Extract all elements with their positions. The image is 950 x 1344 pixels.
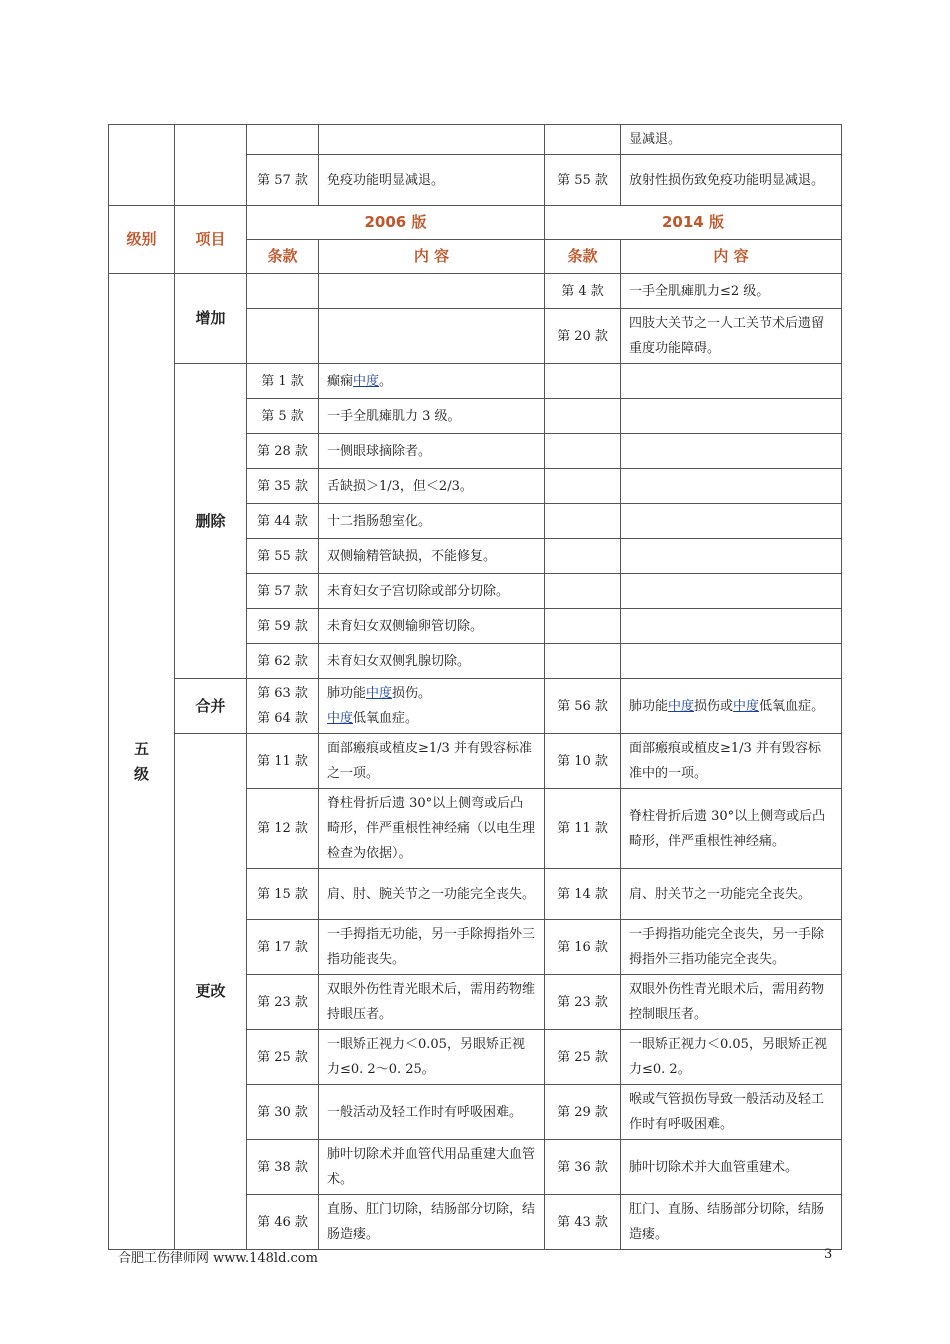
clause-cell: 第 55 款 (545, 155, 621, 206)
content-cell: 肛门、直肠、结肠部分切除，结肠造瘘。 (621, 1195, 842, 1250)
page-number: 3 (824, 1247, 833, 1262)
clause-cell: 第 25 款 (247, 1030, 319, 1085)
clause-cell: 第 1 款 (247, 364, 319, 399)
content-cell: 双眼外伤性青光眼术后，需用药物控制眼压者。 (621, 975, 842, 1030)
clause-cell: 第 11 款 (247, 734, 319, 789)
content-cell: 未育妇女双侧输卵管切除。 (319, 609, 545, 644)
footer-site-name: 合肥工伤律师网 www.148ld.com (118, 1251, 318, 1266)
clause-cell: 第 10 款 (545, 734, 621, 789)
clause-cell: 第 36 款 (545, 1140, 621, 1195)
content-cell: 肺功能中度损伤或中度低氧血症。 (621, 679, 842, 734)
content-cell: 一手全肌瘫肌力 3 级。 (319, 399, 545, 434)
content-cell: 肺叶切除术并大血管重建术。 (621, 1140, 842, 1195)
item-cell-empty (175, 125, 247, 206)
header-2006-version: 2006 版 (247, 206, 545, 240)
clause-cell: 第 46 款 (247, 1195, 319, 1250)
content-cell: 双眼外伤性青光眼术后，需用药物维持眼压者。 (319, 975, 545, 1030)
content-cell: 一眼矫正视力＜0.05，另眼矫正视力≤0. 2。 (621, 1030, 842, 1085)
group-change-label: 更改 (175, 734, 247, 1250)
table-row (109, 364, 842, 399)
content-cell: 十二指肠憩室化。 (319, 504, 545, 539)
content-cell: 放射性损伤致免疫功能明显减退。 (621, 155, 842, 206)
clause-cell: 第 55 款 (247, 539, 319, 574)
clause-cell: 第 14 款 (545, 869, 621, 920)
content-cell: 一般活动及轻工作时有呼吸困难。 (319, 1085, 545, 1140)
header-content-2014: 内 容 (621, 240, 842, 274)
content-cell: 癫痫中度。 (319, 364, 545, 399)
content-cell: 面部瘢痕或植皮≥1/3 并有毁容标准中的一项。 (621, 734, 842, 789)
clause-cell: 第 12 款 (247, 789, 319, 869)
group-merge-label: 合并 (175, 679, 247, 734)
header-level: 级别 (109, 206, 175, 274)
header-clause-2014: 条款 (545, 240, 621, 274)
clause-cell: 第 57 款 (247, 155, 319, 206)
clause-cell: 第 43 款 (545, 1195, 621, 1250)
clause-cell: 第 17 款 (247, 920, 319, 975)
header-item: 项目 (175, 206, 247, 274)
clause-cell: 第 25 款 (545, 1030, 621, 1085)
content-cell: 一眼矫正视力＜0.05，另眼矫正视力≤0. 2～0. 25。 (319, 1030, 545, 1085)
content-cell: 脊柱骨折后遗 30°以上侧弯或后凸畸形，伴严重根性神经痛。 (621, 789, 842, 869)
content-cell: 免疫功能明显减退。 (319, 155, 545, 206)
table-row (109, 274, 842, 309)
level-label-char1: 五 (133, 739, 149, 758)
content-cell: 未育妇女双侧乳腺切除。 (319, 644, 545, 679)
clause-cell: 第 56 款 (545, 679, 621, 734)
clause-cell: 第 15 款 (247, 869, 319, 920)
clause-cell: 第 23 款 (247, 975, 319, 1030)
link-moderate[interactable]: 中度 (733, 698, 760, 714)
header-content-2006: 内 容 (319, 240, 545, 274)
header-row (109, 206, 842, 240)
clause-cell: 第 30 款 (247, 1085, 319, 1140)
header-clause-2006: 条款 (247, 240, 319, 274)
content-cell: 一手拇指功能完全丧失，另一手除拇指外三指功能完全丧失。 (621, 920, 842, 975)
clause-cell: 第 38 款 (247, 1140, 319, 1195)
table-row (109, 679, 842, 734)
comparison-table (108, 124, 842, 1250)
content-cell: 喉或气管损伤导致一般活动及轻工作时有呼吸困难。 (621, 1085, 842, 1140)
clause-cell: 第 5 款 (247, 399, 319, 434)
content-cell: 面部瘢痕或植皮≥1/3 并有毁容标准之一项。 (319, 734, 545, 789)
clause-cell: 第 28 款 (247, 434, 319, 469)
content-cell: 脊柱骨折后遗 30°以上侧弯或后凸畸形，伴严重根性神经痛（以电生理检查为依据）。 (319, 789, 545, 869)
content-cell: 肩、肘关节之一功能完全丧失。 (621, 869, 842, 920)
content-cell: 显减退。 (621, 125, 842, 155)
level-cell-empty (109, 125, 175, 206)
level-label-char2: 级 (133, 764, 149, 783)
clause-cell: 第 23 款 (545, 975, 621, 1030)
group-add-label: 增加 (175, 274, 247, 364)
content-cell: 舌缺损＞1/3，但＜2/3。 (319, 469, 545, 504)
content-cell: 直肠、肛门切除，结肠部分切除，结肠造瘘。 (319, 1195, 545, 1250)
content-cell: 一侧眼球摘除者。 (319, 434, 545, 469)
clause-cell: 第 35 款 (247, 469, 319, 504)
clause-cell: 第 4 款 (545, 274, 621, 309)
clause-cell: 第 20 款 (545, 309, 621, 364)
content-cell: 未育妇女子宫切除或部分切除。 (319, 574, 545, 609)
content-cell: 肩、肘、腕关节之一功能完全丧失。 (319, 869, 545, 920)
content-cell: 四肢大关节之一人工关节术后遗留重度功能障碍。 (621, 309, 842, 364)
content-cell: 肺叶切除术并血管代用品重建大血管术。 (319, 1140, 545, 1195)
clause-cell: 第 63 款 第 64 款 (247, 679, 319, 734)
link-moderate[interactable]: 中度 (668, 698, 695, 714)
content-cell: 肺功能中度损伤。 中度低氧血症。 (319, 679, 545, 734)
clause-cell: 第 59 款 (247, 609, 319, 644)
clause-cell: 第 29 款 (545, 1085, 621, 1140)
clause-cell: 第 57 款 (247, 574, 319, 609)
link-moderate[interactable]: 中度 (327, 711, 354, 726)
table-row (109, 734, 842, 789)
content-cell: 一手全肌瘫肌力≤2 级。 (621, 274, 842, 309)
link-moderate[interactable]: 中度 (353, 373, 380, 389)
header-2014-version: 2014 版 (545, 206, 842, 240)
content-cell: 一手拇指无功能，另一手除拇指外三指功能丧失。 (319, 920, 545, 975)
clause-cell: 第 44 款 (247, 504, 319, 539)
level-cell (109, 274, 175, 1250)
content-cell: 双侧输精管缺损，不能修复。 (319, 539, 545, 574)
clause-cell: 第 11 款 (545, 789, 621, 869)
group-delete-label: 删除 (175, 364, 247, 679)
table-row (109, 125, 842, 155)
link-moderate[interactable]: 中度 (366, 686, 393, 701)
clause-cell: 第 62 款 (247, 644, 319, 679)
clause-cell: 第 16 款 (545, 920, 621, 975)
